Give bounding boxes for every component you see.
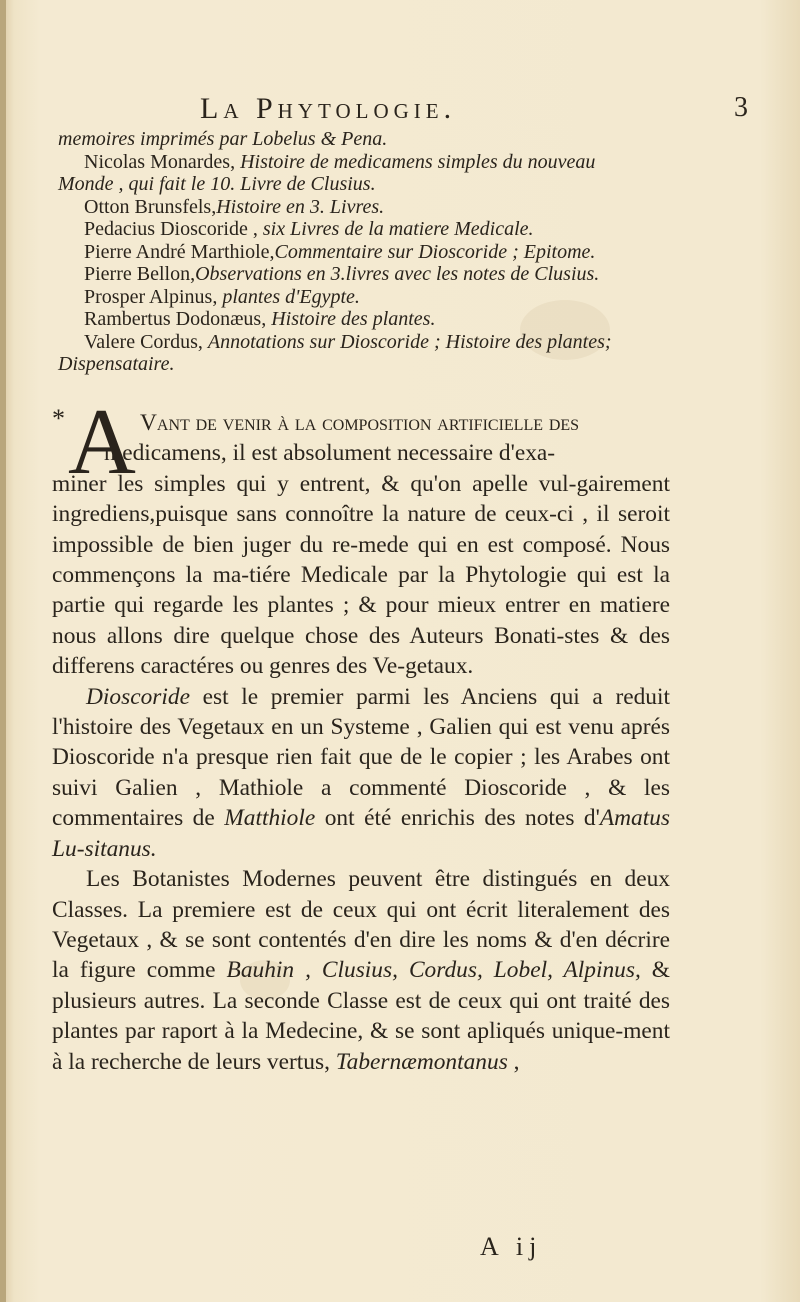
paragraph: Les Botanistes Modernes peuvent être distingués en deux Classes. La premiere est de ceux qui ont écrit literalement des Vegetaux , & se sont contentés d'en dire les noms & d'en décrire la figure comme Bauhin , Clusius, Cordus, Lobel, Alpinus, & plusieurs autres. La seconde Classe est de ceux qui ont traité des plantes par raport à la Medecine, & se sont apliqués unique-ment à la recherche de leurs vertus, Tabernæmontanus , <box>52 866 670 1075</box>
footnote-star: * <box>52 404 65 433</box>
paragraph: Dioscoride est le premier parmi les Anciens qui a reduit l'histoire des Vegetaux en un Systeme , Galien qui est venu aprés Dioscoride n'a presque rien fait que de le copier ; les Arabes ont suivi Galien , Mathiole a commenté Dioscoride , & les commentaires de Matthiole ont été enrichis des notes d'Amatus Lu-sitanus. <box>52 683 671 862</box>
running-title: La Phytologie. <box>200 92 457 125</box>
main-text <box>52 408 670 1077</box>
bibliography-line: memoires imprimés par Lobelus & Pena. <box>58 128 388 150</box>
bibliography-list <box>58 128 678 376</box>
bibliography-line: Pierre Bellon,Observations en 3.livres avec les notes de Clusius. <box>84 263 600 285</box>
bibliography-line: Pedacius Dioscoride , six Livres de la matiere Medicale. <box>84 218 534 240</box>
page-number: 3 <box>734 92 748 123</box>
paragraph-line: medicamens, il est absolument necessaire d'exa- <box>104 440 556 467</box>
bibliography-line: Otton Brunsfels,Histoire en 3. Livres. <box>84 195 385 218</box>
paragraph-line: Vant de venir à la composition artificielle des <box>140 410 580 436</box>
bibliography-line: Nicolas Monardes, Histoire de medicamens simples du nouveau <box>84 150 596 173</box>
bibliography-line: Dispensataire. <box>58 353 175 375</box>
drop-cap: A <box>68 390 136 494</box>
page-header <box>200 92 760 132</box>
signature-mark: A ij <box>480 1232 543 1261</box>
paragraph: miner les simples qui y entrent, & qu'on apelle vul-gairement ingrediens,puisque sans connoître la nature de ceux-ci , il seroit impossible de bien juger du re-mede qui en est composé. Nous commençons la ma-tiére Medicale par la Phytologie qui est la partie qui regarde les plantes ; & pour mieux entrer en matiere nous allons dire quelque chose des Auteurs Bonati-stes & des differens caractéres ou genres des Ve-getaux. <box>52 470 670 680</box>
bibliography-line: Valere Cordus, Annotations sur Dioscoride ; Histoire des plantes; <box>84 330 612 353</box>
bibliography-line: Rambertus Dodonæus, Histoire des plantes. <box>84 308 436 330</box>
page-edge <box>0 0 6 1302</box>
bibliography-line: Pierre André Marthiole,Commentaire sur Dioscoride ; Epitome. <box>84 240 596 263</box>
bibliography-line: Prosper Alpinus, plantes d'Egypte. <box>84 285 360 308</box>
bibliography-line: Monde , qui fait le 10. Livre de Clusius. <box>58 173 376 195</box>
